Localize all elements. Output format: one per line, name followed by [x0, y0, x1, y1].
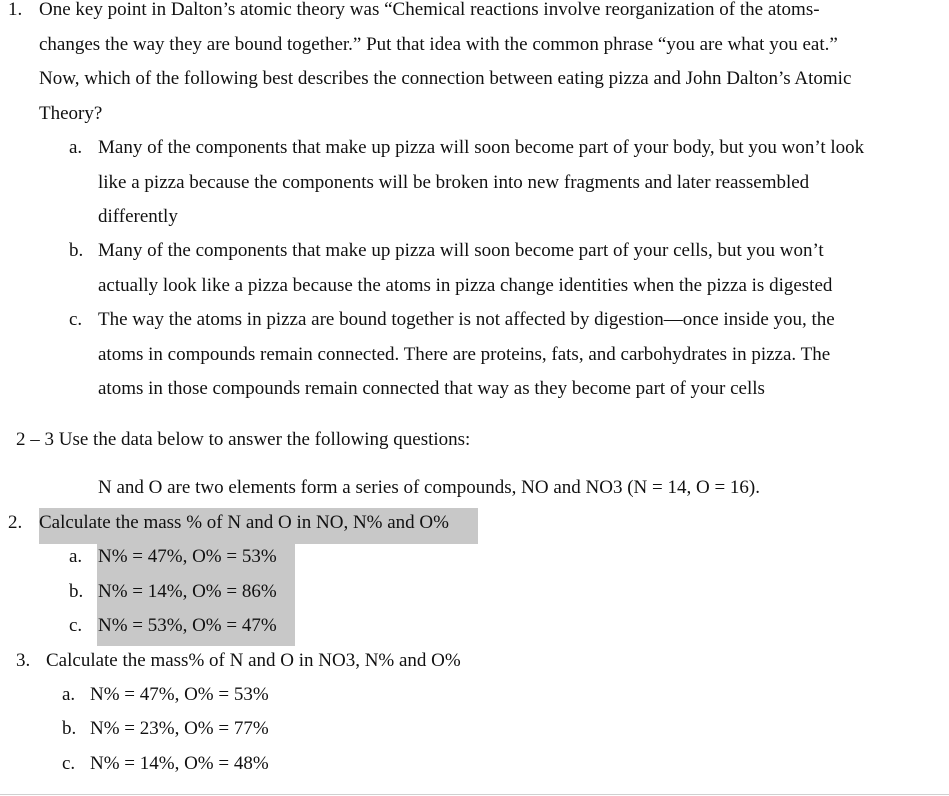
question-text-line: Calculate the mass% of N and O in NO3, N% and O% [46, 650, 461, 671]
question-number: 2. [8, 512, 23, 533]
option-text-line: actually look like a pizza because the atoms in pizza change identities when the pizza is digested [98, 275, 833, 296]
option-text-line: Many of the components that make up pizza will soon become part of your body, but you won’t look [98, 137, 865, 158]
question-text-line: Calculate the mass % of N and O in NO, N% and O% [39, 512, 449, 533]
option-letter: c. [62, 753, 76, 774]
page-bottom-border [0, 794, 949, 795]
option-letter: a. [69, 137, 83, 158]
option-letter: b. [62, 718, 77, 739]
option-c: N% = 14%, O% = 48% [90, 753, 269, 774]
option-text-line: Many of the components that make up pizza will soon become part of your cells, but you won’t [98, 240, 824, 261]
option-text-line: like a pizza because the components will be broken into new fragments and later reassembled [98, 172, 810, 193]
option-text-line: atoms in those compounds remain connected that way as they become part of your cells [98, 378, 765, 399]
option-letter: a. [62, 684, 76, 705]
question-text-line: changes the way they are bound together.” Put that idea with the common phrase “you are what you eat.” [39, 34, 838, 55]
option-letter: a. [69, 546, 83, 567]
option-a: N% = 47%, O% = 53% [98, 546, 277, 567]
option-letter: b. [69, 581, 84, 602]
option-a: N% = 47%, O% = 53% [90, 684, 269, 705]
option-letter: c. [69, 309, 83, 330]
option-c: N% = 53%, O% = 47% [98, 615, 277, 636]
question-text-line: Now, which of the following best describes the connection between eating pizza and John Dalton’s Atomic [39, 68, 852, 89]
option-text-line: differently [98, 206, 178, 227]
section-heading: 2 – 3 Use the data below to answer the following questions: [16, 429, 471, 450]
question-number: 3. [16, 650, 31, 671]
option-text-line: atoms in compounds remain connected. There are proteins, fats, and carbohydrates in pizza. The [98, 344, 831, 365]
option-text-line: The way the atoms in pizza are bound together is not affected by digestion—once inside you, the [98, 309, 835, 330]
question-text-line: One key point in Dalton’s atomic theory was “Chemical reactions involve reorganization of the atoms- [39, 0, 820, 20]
question-number: 1. [8, 0, 23, 20]
question-text-line: Theory? [39, 103, 103, 124]
option-letter: b. [69, 240, 84, 261]
option-b: N% = 14%, O% = 86% [98, 581, 277, 602]
option-letter: c. [69, 615, 83, 636]
data-statement: N and O are two elements form a series of compounds, NO and NO3 (N = 14, O = 16). [98, 477, 761, 498]
option-b: N% = 23%, O% = 77% [90, 718, 269, 739]
